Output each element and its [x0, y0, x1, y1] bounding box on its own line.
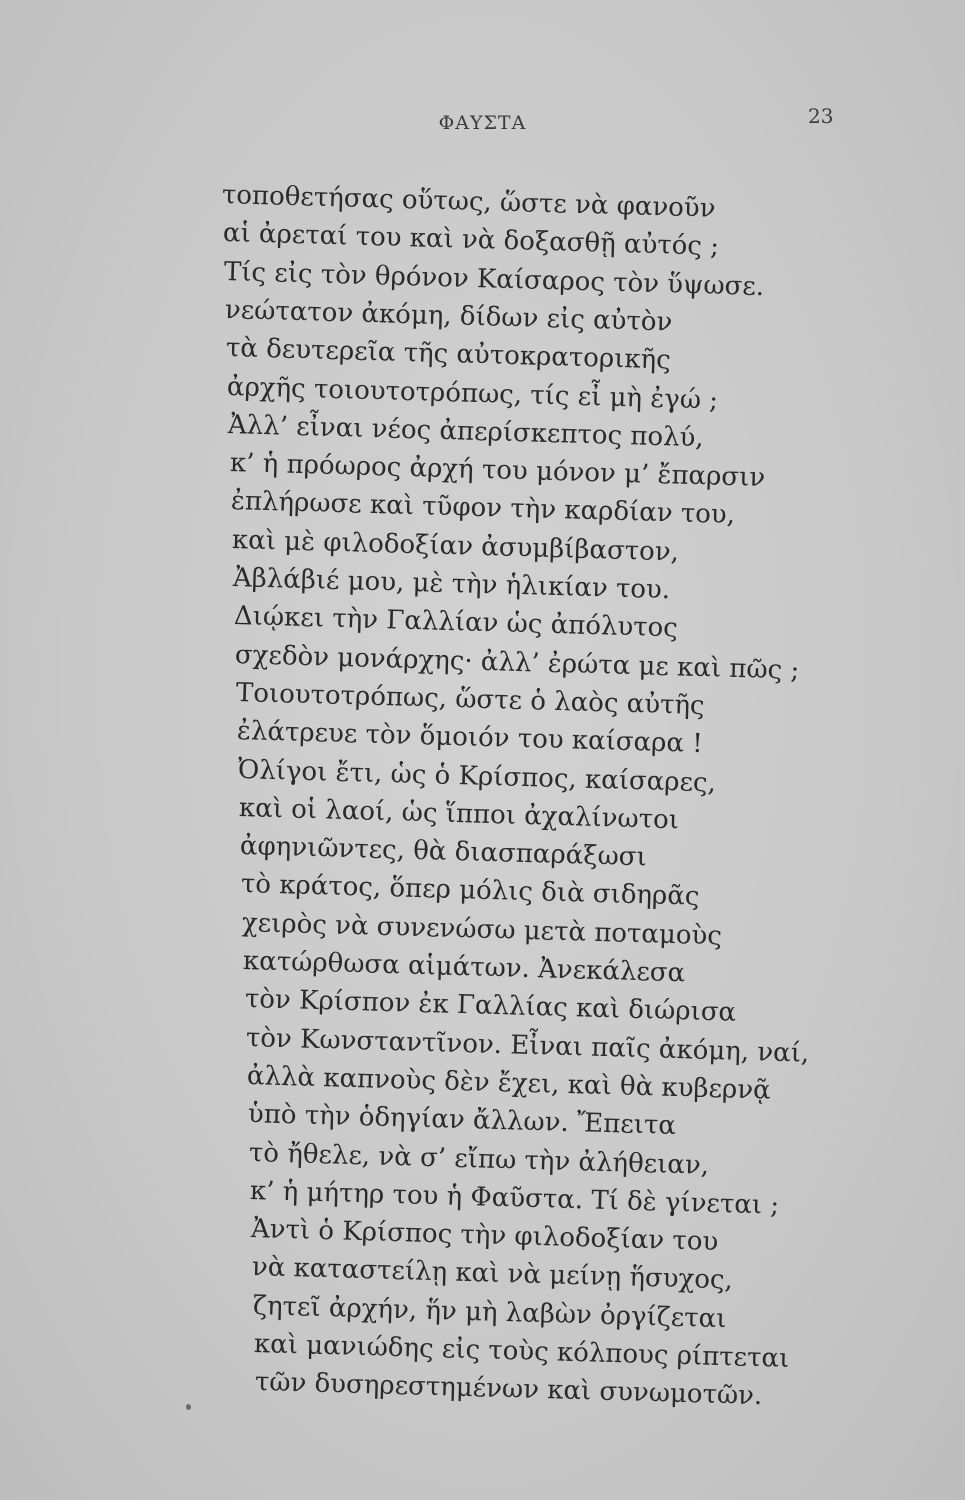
verse-line: Ἀντὶ ὁ Κρίσπος τὴν φιλοδοξίαν του	[250, 1214, 719, 1258]
verse-line: ἀφηνιῶντες, θὰ διασπαράξωσι	[239, 831, 648, 873]
verse-line: τοποθετήσας οὕτως, ὥστε νὰ φανοῦν	[221, 180, 716, 224]
verse-line: ἀλλὰ καπνοὺς δὲν ἔχει, καὶ θὰ κυβερνᾷ	[246, 1060, 771, 1106]
verse-line: Ἀλλ’ εἶναι νέος ἀπερίσκεπτος πολύ,	[228, 409, 705, 454]
verse-line: Ὀλίγοι ἔτι, ὡς ὁ Κρίσπος, καίσαρες,	[237, 754, 717, 798]
verse-line: καὶ μανιώδης εἰς τοὺς κόλπους ρίπτεται	[253, 1329, 790, 1374]
verse-line: αἱ ἀρεταί του καὶ νὰ δοξασθῇ αὐτός ;	[222, 218, 720, 263]
verse-line: τὸν Κρίσπον ἐκ Γαλλίας καὶ διώρισα	[244, 984, 737, 1029]
verse-line: ἐπλήρωσε καὶ τῦφον τὴν καρδίαν του,	[230, 486, 735, 531]
verse-line: κ’ ἡ πρόωρος ἀρχή του μόνον μ’ ἔπαρσιν	[229, 448, 766, 494]
verse-line: τὸ ἤθελε, νὰ σ’ εἴπω τὴν ἀλήθειαν,	[248, 1137, 710, 1181]
verse-line: νεώτατον ἀκόμη, δίδων εἰς αὐτὸν	[224, 294, 673, 338]
ink-speck	[186, 1404, 191, 1410]
verse-line: καὶ μὲ φιλοδοξίαν ἀσυμβίβαστον,	[231, 524, 679, 568]
verse-line: ἐλάτρευε τὸν ὅμοιόν του καίσαρα !	[236, 716, 704, 760]
verse-line: τῶν δυσηρεστημένων καὶ συνωμοτῶν.	[254, 1367, 763, 1412]
verse-line: ὑπὸ τὴν ὁδηγίαν ἄλλων. Ἔπειτα	[247, 1099, 677, 1142]
verse-line: Τοιουτοτρόπως, ὥστε ὁ λαὸς αὐτῆς	[235, 677, 705, 721]
verse-line: χειρὸς νὰ συνενώσω μετὰ ποταμοὺς	[241, 907, 723, 952]
verse-line: ζητεῖ ἀρχήν, ἥν μὴ λαβὼν ὀργίζεται	[252, 1290, 727, 1334]
verse-line: τὸν Κωνσταντῖνον. Εἶναι παῖς ἀκόμη, ναί,	[245, 1022, 810, 1069]
verse-line: κατώρθωσα αἱμάτων. Ἀνεκάλεσα	[243, 946, 687, 989]
verse-line: νὰ καταστείλῃ καὶ νὰ μείνῃ ἥσυχος,	[251, 1252, 734, 1296]
verse-line: καὶ οἱ λαοί, ὡς ἵπποι ἀχαλίνωτοι	[238, 792, 680, 836]
verse-line: Ἀβλάβιέ μου, μὲ τὴν ἡλικίαν του.	[232, 563, 671, 606]
verse-line: τὰ δευτερεῖα τῆς αὐτοκρατορικῆς	[225, 333, 672, 376]
verse-line: τὸ κράτος, ὅπερ μόλις διὰ σιδηρᾶς	[240, 869, 701, 913]
page-number: 23	[808, 104, 834, 128]
verse-line: σχεδὸν μονάρχης· ἀλλ’ ἐρώτα με καὶ πῶς ;	[234, 639, 800, 686]
verse-line: Διῴκει τὴν Γαλλίαν ὡς ἀπόλυτος	[233, 601, 678, 644]
running-title: ΦΑΥΣΤΑ	[438, 112, 527, 134]
verse-line: κ’ ἡ μήτηρ του ἡ Φαῦστα. Τί δὲ γίνεται ;	[249, 1175, 780, 1221]
verse-line: Τίς εἰς τὸν θρόνον Καίσαρος τὸν ὕψωσε.	[223, 256, 765, 302]
verse-line: ἀρχῆς τοιουτοτρόπως, τίς εἶ μὴ ἐγώ ;	[226, 371, 719, 416]
